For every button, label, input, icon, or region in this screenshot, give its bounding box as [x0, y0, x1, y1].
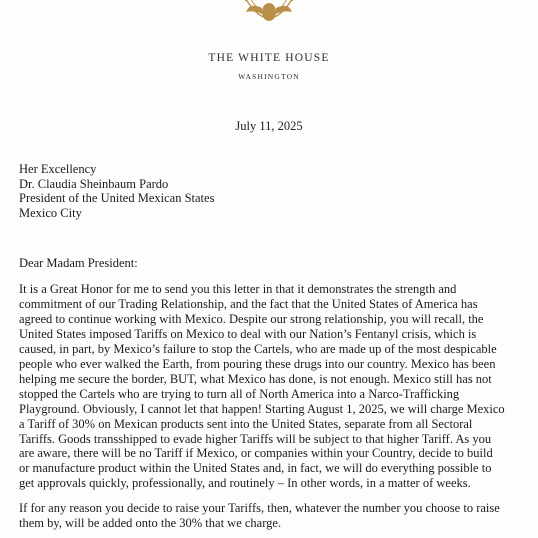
address-line: President of the United Mexican States: [19, 191, 215, 206]
paragraph-line: Playground. Obviously, I cannot let that happen! Starting August 1, 2025, we will charge Mexico: [19, 401, 505, 416]
letterhead-subtitle: WASHINGTON: [238, 72, 300, 81]
body-paragraph-1: [19, 282, 505, 491]
paragraph-line: agreed to continue working with Mexico. Despite our strong relationship, you will recall, the: [19, 311, 484, 326]
address-line: Mexico City: [19, 206, 82, 221]
paragraph-line: caused, in part, by Mexico’s failure to stop the Cartels, who are made up of the most despicable: [19, 341, 497, 356]
paragraph-line: If for any reason you decide to raise your Tariffs, then, whatever the number you choose to raise: [19, 501, 500, 515]
paragraph-line: a Tariff of 30% on Mexican products sent into the United States, separate from all Sectoral: [19, 416, 473, 431]
letterhead-title: THE WHITE HOUSE: [208, 52, 330, 64]
paragraph-line: Tariffs. Goods transshipped to evade higher Tariffs will be subject to that higher Tariff. As you: [19, 431, 492, 446]
paragraph-line: stopped the Cartels who are trying to turn all of North America into a Narco-Trafficking: [19, 386, 460, 401]
paragraph-line: are aware, there will be no Tariff if Mexico, or companies within your Country, decide to build: [19, 446, 493, 461]
recipient-address: [19, 162, 214, 221]
address-line: Her Excellency: [19, 162, 97, 176]
paragraph-line: or manufacture product within the United States and, in fact, we will do everything possible to: [19, 461, 492, 476]
address-line: Dr. Claudia Sheinbaum Pardo: [19, 176, 169, 191]
salutation: Dear Madam President:: [19, 256, 138, 270]
paragraph-line: It is a Great Honor for me to send you this letter in that it demonstrates the strength and: [19, 282, 457, 296]
paragraph-line: commitment of our Trading Relationship, and the fact that the United States of America has: [19, 296, 478, 311]
paragraph-line: get approvals quickly, professionally, and routinely – In other words, in a matter of weeks.: [19, 476, 471, 491]
paragraph-line: helping me secure the border, BUT, what Mexico has done, is not enough. Mexico still has not: [19, 371, 492, 386]
body-paragraph-2: [19, 501, 500, 531]
paragraph-line: people who ever walked the Earth, from pouring these drugs into our country. Mexico has been: [19, 356, 496, 371]
paragraph-line: them by, will be added onto the 30% that we charge.: [19, 515, 282, 530]
presidential-seal-icon: [236, 0, 302, 30]
paragraph-line: United States imposed Tariffs on Mexico to deal with our Nation’s Fentanyl crisis, which is: [19, 326, 477, 341]
letter-date: July 11, 2025: [235, 119, 303, 133]
